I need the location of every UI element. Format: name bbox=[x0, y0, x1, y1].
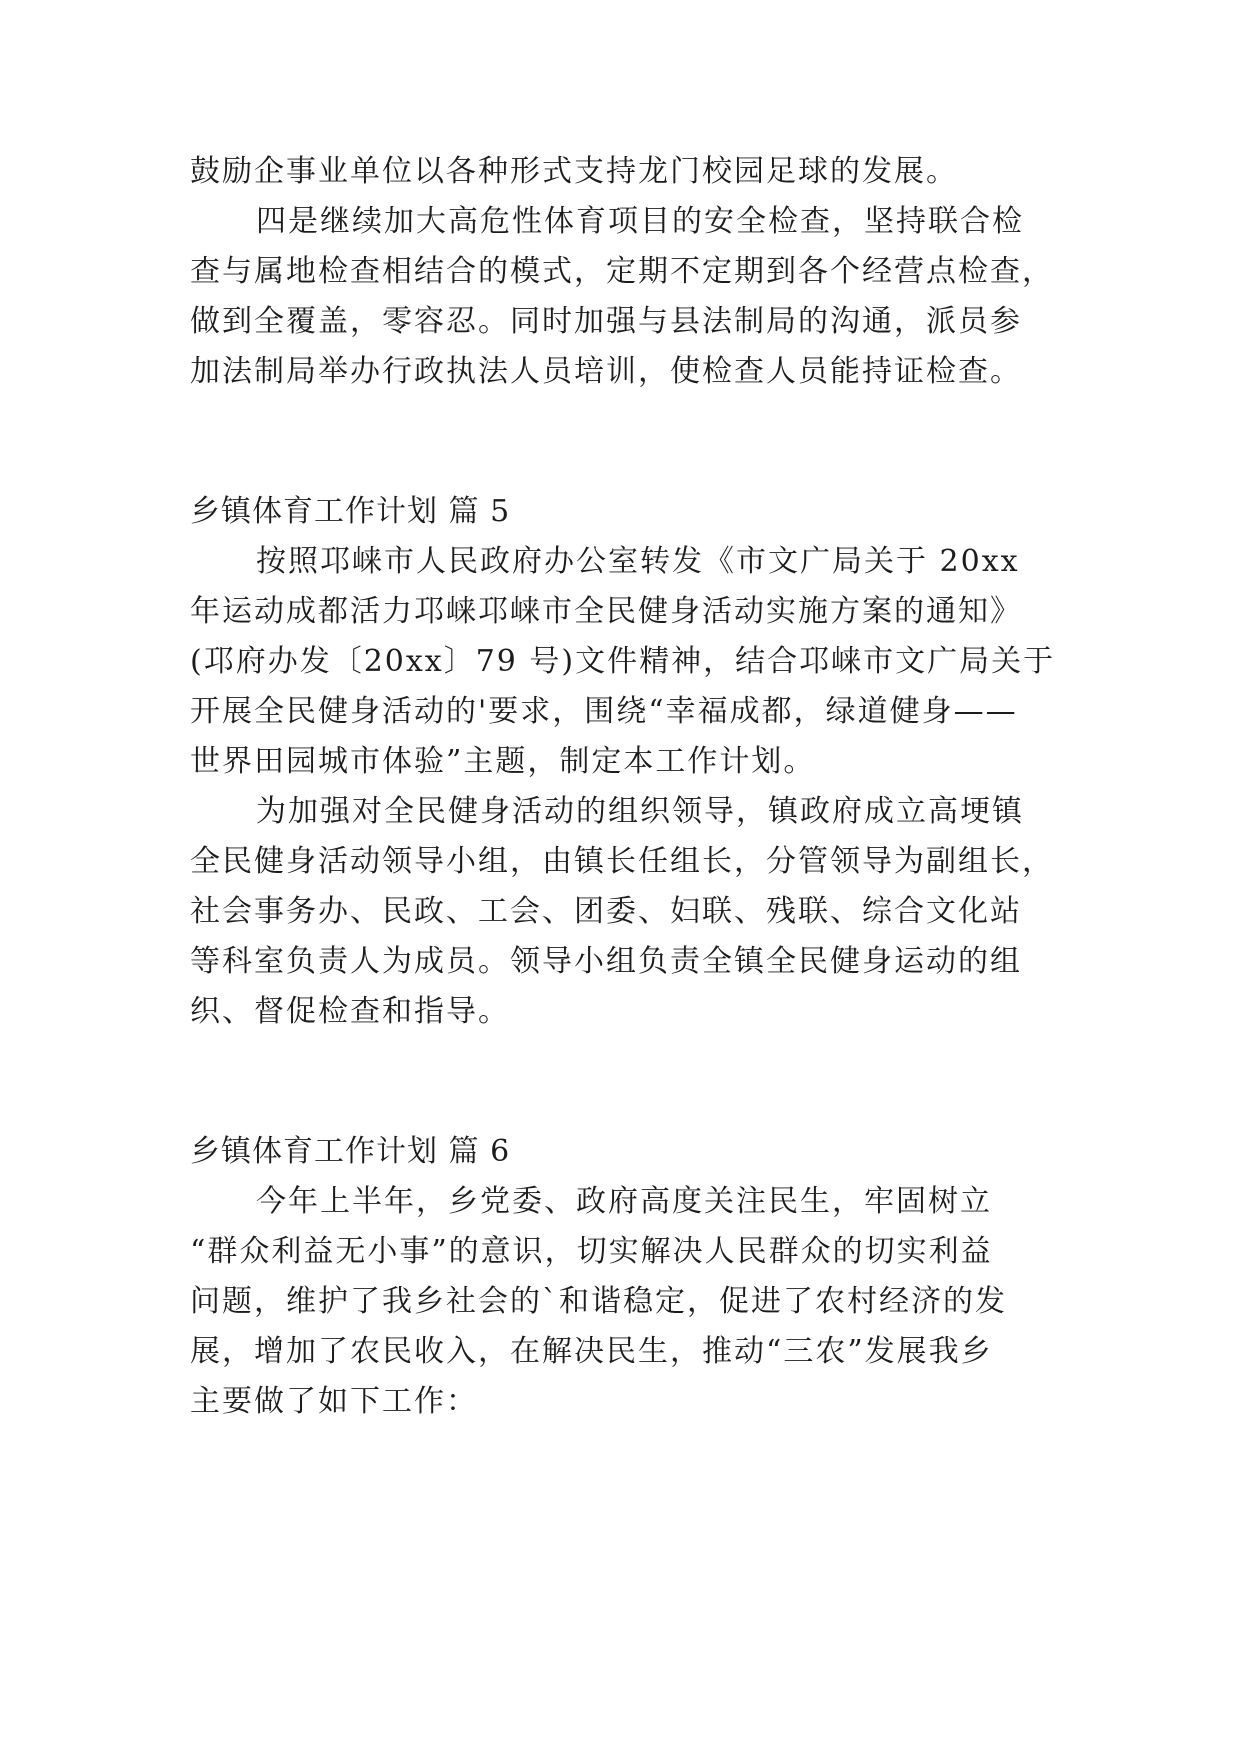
paragraph-line: 主要做了如下工作： bbox=[190, 1384, 478, 1419]
paragraph-line: 为加强对全民健身活动的组织领导，镇政府成立高埂镇 bbox=[256, 794, 1024, 829]
paragraph-line: 全民健身活动领导小组，由镇长任组长，分管领导为副组长， bbox=[190, 844, 1054, 879]
paragraph-line: 世界田园城市体验”主题，制定本工作计划。 bbox=[190, 744, 816, 779]
paragraph-line: 加法制局举办行政执法人员培训，使检查人员能持证检查。 bbox=[190, 354, 1022, 389]
paragraph-line: 今年上半年，乡党委、政府高度关注民生，牢固树立 bbox=[256, 1184, 992, 1219]
paragraph-line: 社会事务办、民政、工会、团委、妇联、残联、综合文化站 bbox=[190, 894, 1022, 929]
paragraph-line: 按照邛崃市人民政府办公室转发《市文广局关于 20xx bbox=[256, 544, 1020, 579]
paragraph-line: 年运动成都活力邛崃邛崃市全民健身活动实施方案的通知》 bbox=[190, 594, 1022, 629]
paragraph-line: (邛府办发〔20xx〕79 号)文件精神，结合邛崃市文广局关于 bbox=[190, 644, 1056, 679]
paragraph-line: “群众利益无小事”的意识，切实解决人民群众的切实利益 bbox=[190, 1234, 993, 1269]
paragraph-line: 鼓励企事业单位以各种形式支持龙门校园足球的发展。 bbox=[190, 154, 958, 189]
paragraph-line: 四是继续加大高危性体育项目的安全检查，坚持联合检 bbox=[256, 204, 1024, 239]
paragraph-line: 问题，维护了我乡社会的`和谐稳定，促进了农村经济的发 bbox=[190, 1284, 1007, 1319]
section-heading: 乡镇体育工作计划 篇 6 bbox=[190, 1134, 511, 1169]
paragraph-line: 开展全民健身活动的'要求，围绕“幸福成都，绿道健身—— bbox=[190, 694, 1018, 729]
section-heading: 乡镇体育工作计划 篇 5 bbox=[190, 494, 511, 529]
paragraph-line: 织、督促检查和指导。 bbox=[190, 994, 510, 1029]
paragraph-line: 做到全覆盖，零容忍。同时加强与县法制局的沟通，派员参 bbox=[190, 304, 1022, 339]
paragraph-line: 展，增加了农民收入，在解决民生，推动“三农”发展我乡 bbox=[190, 1334, 993, 1369]
paragraph-line: 等科室负责人为成员。领导小组负责全镇全民健身运动的组 bbox=[190, 944, 1022, 979]
paragraph-line: 查与属地检查相结合的模式，定期不定期到各个经营点检查， bbox=[190, 254, 1054, 289]
